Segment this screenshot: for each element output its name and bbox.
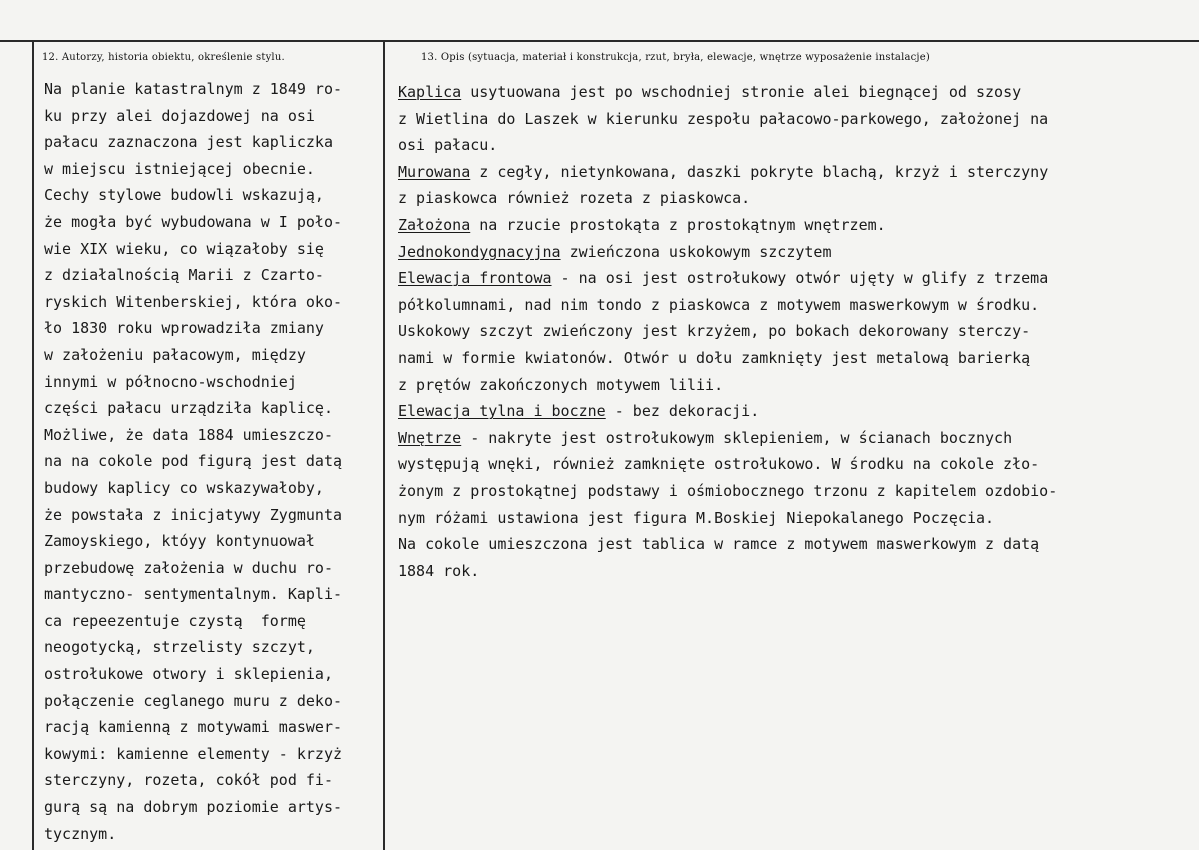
history-text-line: gurą są na dobrym poziomie artys- [44,798,343,817]
history-text-line: neogotycką, strzelisty szczyt, [44,638,315,657]
line-text: Na cokole umieszczona jest tablica w ramce z motywem maswerkowym z datą [398,535,1040,554]
description-text-line [398,212,1188,239]
line-text: z cegły, nietynkowana, daszki pokryte blachą, krzyż i sterczyny [470,162,1049,181]
history-text-line: z działalnością Marii z Czarto- [44,266,324,285]
section-13-header: 13. Opis (sytuacja, materiał i konstrukcja, rzut, bryła, elewacje, wnętrze wyposażenie instalacje) [421,52,930,63]
line-text: na rzucie prostokąta z prostokątnym wnętrzem. [470,215,886,234]
section-12-header: 12. Autorzy, historia obiektu, określenie stylu. [42,52,285,63]
line-text: osi pałacu. [398,136,498,155]
line-text: nym różami ustawiona jest figura M.Boskiej Niepokalanego Poczęcia. [398,508,995,527]
description-text-column [398,79,1188,584]
history-text-line: pałacu zaznaczona jest kapliczka [44,133,333,152]
underlined-heading: Elewacja tylna i boczne [398,402,606,421]
description-text-line [398,265,1188,292]
line-text: z Wietlina do Laszek w kierunku zespołu pałacowo-parkowego, założonej na [398,109,1049,128]
history-text-line: ło 1830 roku wprowadziła zmiany [44,319,324,338]
history-text-line: na na cokole pod figurą jest datą [44,452,343,471]
column-divider [383,40,385,850]
description-text-line [398,79,1188,106]
line-text: - na osi jest ostrołukowy otwór ujęty w glify z trzema [551,269,1049,288]
history-text-line: wie XIX wieku, co wiązałoby się [44,239,324,258]
history-text-line: kowymi: kamienne elementy - krzyż [44,744,343,763]
line-text: usytuowana jest po wschodniej stronie alei biegnącej od szosy [461,83,1022,101]
description-text-line [398,478,1188,505]
history-text-line: mantyczno- sentymentalnym. Kapli- [44,585,343,604]
description-text-line [398,318,1188,345]
line-text: Uskokowy szczyt zwieńczony jest krzyżem, po bokach dekorowany sterczy- [398,322,1031,341]
line-text: nami w formie kwiatonów. Otwór u dołu zamknięty jest metalową barierką [398,348,1031,367]
history-text-line: tycznym. [44,824,117,843]
description-text-line [398,185,1188,212]
line-text: zwieńczona uskokowym szczytem [560,242,832,261]
description-text-line [398,132,1188,159]
history-text-line: ku przy alei dojazdowej na osi [44,106,315,125]
history-text-line: racją kamienną z motywami maswer- [44,718,343,737]
description-text-line [398,425,1188,452]
underlined-heading: Murowana [398,162,471,181]
line-text: z piaskowca również rozeta z piaskowca. [398,189,751,208]
underlined-heading: Jednokondygnacyjna [398,242,561,261]
history-text-line: Możliwe, że data 1884 umieszczo- [44,425,333,444]
history-text-line: ostrołukowe otwory i sklepienia, [44,665,333,684]
history-text-line: części pałacu urządziła kaplicę. [44,399,333,418]
history-text-line: innymi w północno-wschodniej [44,372,297,391]
description-text-line [398,531,1188,558]
description-text-line [398,505,1188,532]
line-text: - bez dekoracji. [605,402,760,421]
line-text: występują wnęki, również zamknięte ostrołukowo. W środku na cokole zło- [398,455,1040,474]
history-text-line: w miejscu istniejącej obecnie. [44,159,315,178]
history-text-line: Na planie katastralnym z 1849 ro- [44,80,343,98]
history-text-line: że mogła być wybudowana w I poło- [44,212,343,231]
line-text: z prętów zakończonych motywem lilii. [398,375,724,394]
description-text-line [398,451,1188,478]
form-top-border [0,40,1199,42]
line-text: półkolumnami, nad nim tondo z piaskowca z motywem maswerkowym w środku. [398,295,1040,314]
history-text-line: w założeniu pałacowym, między [44,345,306,364]
history-text-column [44,76,382,847]
history-text-line: że powstała z inicjatywy Zygmunta [44,505,343,524]
description-text-line [398,239,1188,266]
description-text-line [398,106,1188,133]
underlined-heading: Wnętrze [398,428,462,447]
history-text-line: Zamoyskiego, któyy kontynuował [44,532,315,551]
history-text-line: budowy kaplicy co wskazywałoby, [44,478,324,497]
history-text-line: ryskich Witenberskiej, która oko- [44,292,343,311]
history-text-line: sterczyny, rozeta, cokół pod fi- [44,771,333,790]
description-text-line [398,159,1188,186]
history-text-line: ca repeezentuje czystą formę [44,611,306,630]
description-text-line [398,292,1188,319]
line-text: 1884 rok. [398,561,480,580]
line-text: - nakryte jest ostrołukowym sklepieniem, w ścianach bocznych [461,428,1013,447]
description-text-line [398,558,1188,585]
form-left-border [32,40,34,850]
line-text: żonym z prostokątnej podstawy i ośmiobocznego trzonu z kapitelem ozdobio- [398,481,1058,500]
history-text-line: połączenie ceglanego muru z deko- [44,691,343,710]
history-text-line: przebudowę założenia w duchu ro- [44,558,333,577]
description-text-line [398,372,1188,399]
history-text-line: Cechy stylowe budowli wskazują, [44,186,324,205]
underlined-heading: Elewacja frontowa [398,269,552,288]
underlined-heading: Założona [398,215,471,234]
description-text-line [398,345,1188,372]
underlined-heading: Kaplica [398,83,462,101]
description-text-line [398,398,1188,425]
